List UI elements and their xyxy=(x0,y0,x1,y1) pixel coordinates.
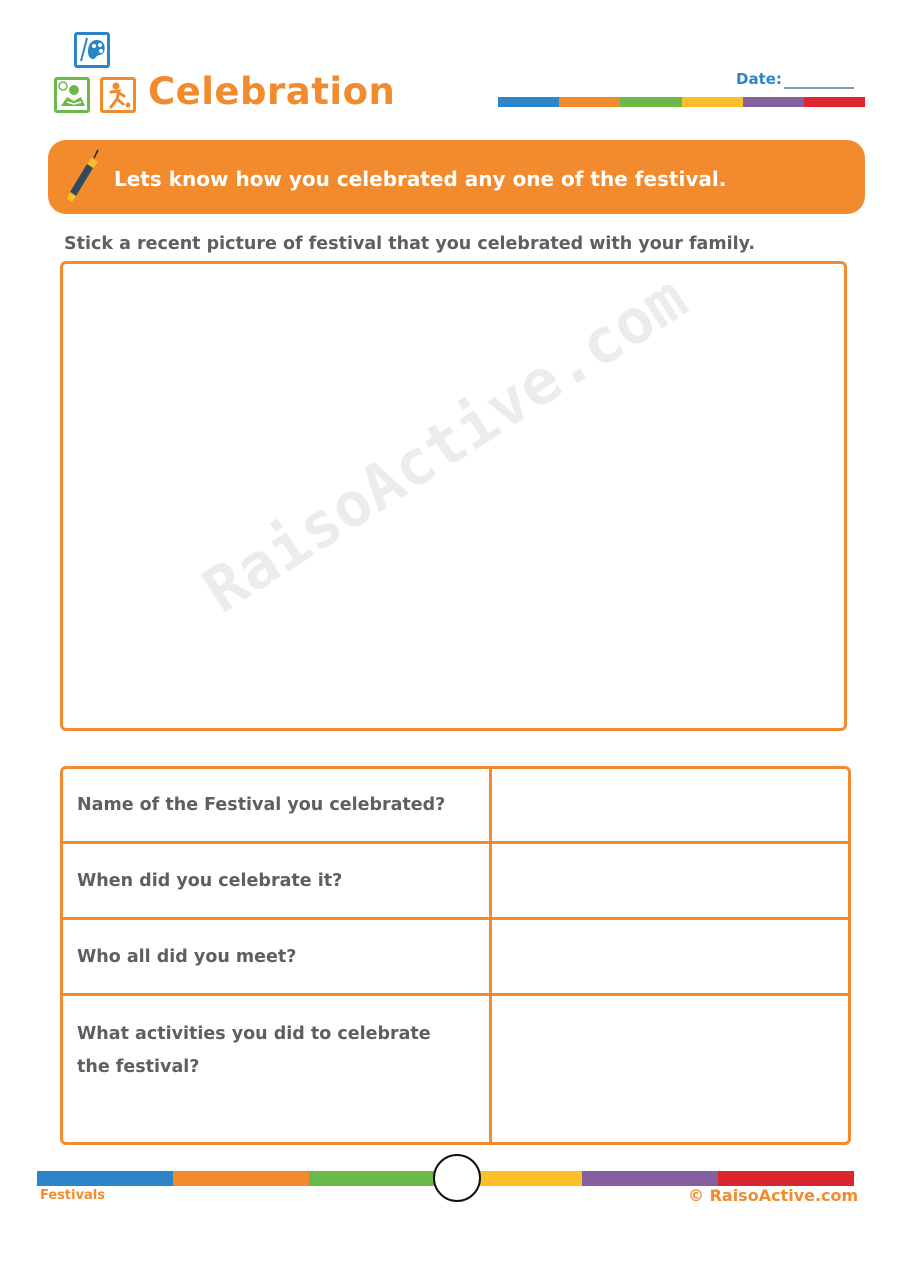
questions-table xyxy=(60,766,851,1145)
table-row xyxy=(63,920,848,996)
date-label: Date: xyxy=(736,70,782,88)
reading-child-icon xyxy=(57,80,87,110)
question-label: Who all did you meet? xyxy=(63,920,492,993)
date-field[interactable] xyxy=(784,87,854,89)
photo-instruction: Stick a recent picture of festival that you celebrated with your family. xyxy=(64,234,756,254)
answer-field[interactable] xyxy=(495,769,848,841)
answer-field[interactable] xyxy=(495,996,848,1142)
header-rainbow-bar xyxy=(498,97,865,107)
table-row xyxy=(63,769,848,844)
page-number-circle xyxy=(433,1154,481,1202)
question-label: When did you celebrate it? xyxy=(63,844,492,917)
running-child-icon xyxy=(103,80,133,110)
photo-area[interactable] xyxy=(60,261,847,731)
palette-icon xyxy=(77,35,107,65)
table-row xyxy=(63,996,848,1142)
answer-field[interactable] xyxy=(495,844,848,917)
watermark: RaisoActive.com xyxy=(190,260,700,628)
answer-field[interactable] xyxy=(495,920,848,993)
marker-icon xyxy=(64,148,104,206)
running-logo-tile xyxy=(100,77,136,113)
question-label: What activities you did to celebrate the festival? xyxy=(63,996,492,1142)
reading-logo-tile xyxy=(54,77,90,113)
question-label: Name of the Festival you celebrated? xyxy=(63,769,492,841)
page-title: Celebration xyxy=(148,70,396,113)
banner-text: Lets know how you celebrated any one of the festival. xyxy=(114,167,727,191)
palette-logo-tile xyxy=(74,32,110,68)
footer-copyright: © RaisoActive.com xyxy=(688,1186,859,1205)
table-row xyxy=(63,844,848,920)
footer-category: Festivals xyxy=(40,1188,106,1203)
